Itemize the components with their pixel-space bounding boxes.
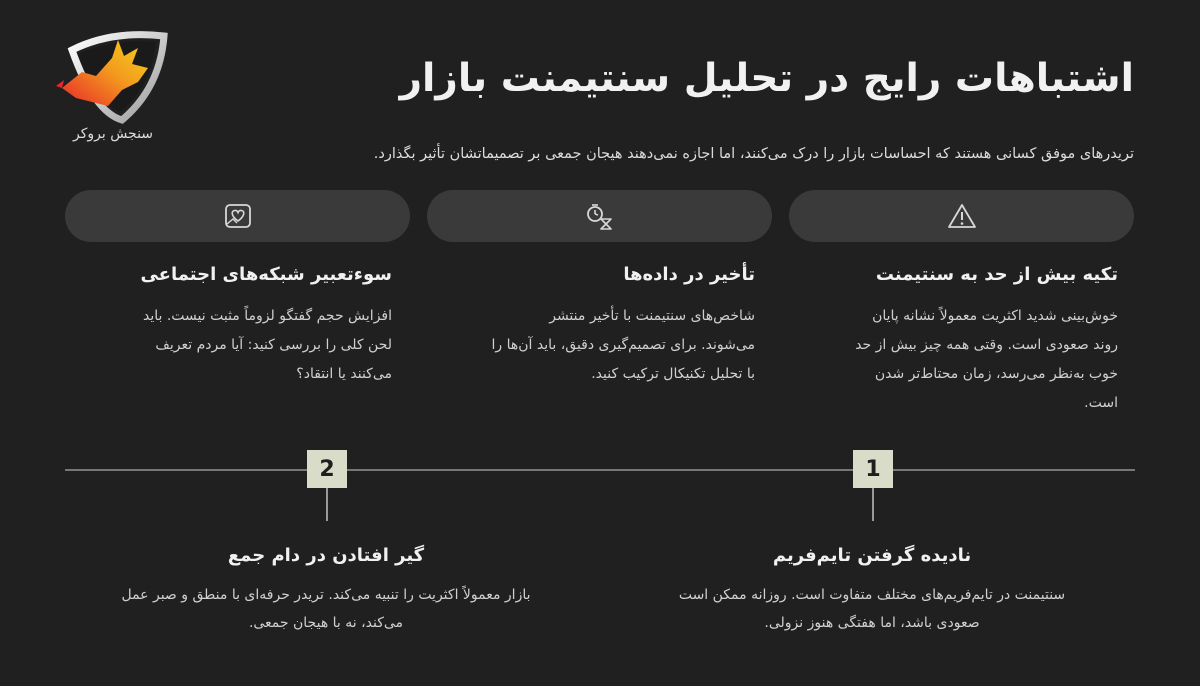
- warning-triangle-icon: [947, 202, 977, 230]
- brand-name: سنجش بروکر: [72, 126, 154, 142]
- card-1-body: [803, 302, 1118, 418]
- card-3-line: افزایش حجم گفتگو لزوماً مثبت نیست. باید: [142, 308, 392, 324]
- clock-hourglass-icon: [584, 201, 616, 231]
- card-1-line: خوش‌بینی شدید اکثریت معمولاً نشانه پایان: [872, 308, 1118, 324]
- step-1-connector: [872, 488, 874, 521]
- card-3-body: [77, 302, 392, 389]
- step-1-line: سنتیمنت در تایم‌فریم‌های مختلف متفاوت است. روزانه ممکن است: [678, 587, 1066, 603]
- card-3-line: می‌کنند یا انتقاد؟: [296, 366, 392, 382]
- timeline-line: [65, 469, 1135, 471]
- card-3-line: لحن کلی را بررسی کنید: آیا مردم تعریف: [155, 337, 392, 353]
- step-1-line: صعودی باشد، اما هفتگی هنوز نزولی.: [764, 615, 980, 631]
- step-2-body: [81, 581, 571, 637]
- step-2-title: گیر افتادن در دام جمع: [227, 545, 425, 566]
- bull-shield-icon: [52, 28, 174, 128]
- brand-logo: [52, 28, 174, 153]
- card-1-line: روند صعودی است. وقتی همه چیز بیش از حد: [855, 337, 1118, 353]
- step-2-line: بازار معمولاً اکثریت را تنبیه می‌کند. تریدر حرفه‌ای با منطق و صبر عمل: [121, 587, 531, 603]
- step-1-number: 1: [853, 450, 893, 488]
- card-2-line: می‌شوند. برای تصمیم‌گیری دقیق، باید آن‌ها را: [491, 337, 755, 353]
- page-title: اشتباهات رایج در تحلیل سنتیمنت بازار: [399, 56, 1134, 101]
- step-1-title: نادیده گرفتن تایم‌فریم: [772, 545, 972, 566]
- card-1-icon-pill: [789, 190, 1134, 242]
- card-1-line: است.: [1084, 395, 1118, 411]
- card-2-line: با تحلیل تکنیکال ترکیب کنید.: [591, 366, 755, 382]
- step-2-connector: [326, 488, 328, 521]
- card-1-line: خوب به‌نظر می‌رسد، زمان محتاط‌تر شدن: [874, 366, 1118, 382]
- card-2-body: [440, 302, 755, 389]
- card-2-line: شاخص‌های سنتیمنت با تأخیر منتشر: [549, 308, 755, 324]
- card-1-title: تکیه بیش از حد به سنتیمنت: [875, 264, 1118, 285]
- card-2-icon-pill: [427, 190, 772, 242]
- card-2-title: تأخیر در داده‌ها: [623, 264, 755, 285]
- heart-image-icon: [223, 202, 253, 230]
- step-2-number: 2: [307, 450, 347, 488]
- page-subtitle: تریدرهای موفق کسانی هستند که احساسات بازار را درک می‌کنند، اما اجازه نمی‌دهند هیجان جمعی بر تصمیماتشان تأثیر بگذارد.: [373, 146, 1134, 162]
- step-2-line: می‌کند، نه با هیجان جمعی.: [248, 615, 404, 631]
- step-1-body: [627, 581, 1117, 637]
- card-3-icon-pill: [65, 190, 410, 242]
- card-3-title: سوءتعبیر شبکه‌های اجتماعی: [140, 264, 392, 285]
